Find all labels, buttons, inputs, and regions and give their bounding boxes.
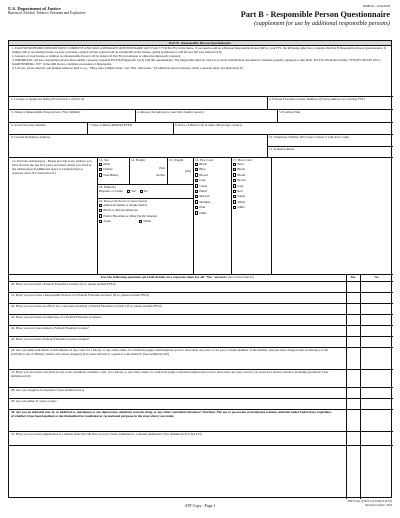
checkbox[interactable] [233, 200, 236, 203]
question-text: 26. Are you under indictment or information in any court for a felony, or any other crime, for which the judge could imprison you for more than one year, or are you a current member of the military who has been charged with violation(s) of the Uniform Code of Military Justice and whose charge(s) have been referred to a general court-martial? (See definition #10) [11, 347, 329, 356]
question-row [9, 387, 393, 398]
field-note: (Check one or more boxes) [111, 199, 147, 203]
field-label: 2. Federal Firearms License Number [269, 97, 318, 101]
questions-header-text: For the following questions give full details on a separate sheet for all "Yes" answers [101, 275, 227, 279]
place-of-birth-field[interactable] [173, 122, 393, 134]
race-option[interactable]: Black or African American [99, 208, 191, 213]
field-label: 1. License or Applicant Name [11, 97, 51, 101]
question-row [9, 431, 393, 445]
field-label: 15. Weight [169, 158, 184, 162]
checkbox[interactable] [195, 173, 198, 176]
responsible-person-name-field[interactable] [9, 109, 135, 122]
field-label: 11. E-mail Address [269, 147, 295, 151]
eye-option[interactable]: Brown [195, 173, 229, 178]
agency-name: U.S. Department of Justice [8, 6, 61, 11]
page-footer: ATF Copy - Page 1 [184, 503, 216, 508]
hair-option[interactable]: Other [233, 205, 269, 210]
race-option[interactable]: American Indian or Alaska Native [99, 203, 191, 208]
sex-option-female[interactable]: Female [99, 167, 127, 172]
field-label: 6. Social Security Number [11, 123, 46, 127]
yes-label: Yes [131, 189, 136, 193]
question-text: 31. Have you ever been adjudicated as a mental defective OR have you ever been committed to a mental institution? (See definitions #12 and #13) [11, 431, 202, 436]
no-column-header: No [374, 275, 379, 279]
yes-column-header: Yes [350, 275, 356, 279]
instruction-item: 1. EACH RESPONSIBLE PERSON MUST COMPLETE AND SIGN A SEPARATE QUESTIONNAIRE (ATF Form 7/7CR Part B). In the future, if you need to add an additional Responsible Person (RP) to your FFL, the RP being added may complete this Part B Responsible Person Questionnaire. If adding a RP to an existing license, be sure to include a signed written request from an existing RP on the license, giving permission to add the new RP. (see instruction 8) [12, 46, 386, 54]
question-row [9, 281, 393, 292]
checkbox[interactable] [99, 209, 102, 212]
question-text: 28. Are you a fugitive from justice? (See definition #11) [11, 387, 84, 392]
checkbox[interactable] [99, 220, 102, 223]
field-label: 18. Ethnicity [99, 185, 117, 189]
instruction-item: 2. Issuance of your license or addition as a Responsible Person will be delayed if Part B is incomplete or otherwise improperly prepared. [12, 54, 182, 58]
revision-date: Revised October 2020 [365, 502, 392, 507]
checkbox[interactable] [99, 214, 102, 217]
eye-option[interactable]: Pink [195, 205, 229, 210]
residence-address-field[interactable] [9, 134, 267, 157]
telephone-field[interactable] [267, 134, 393, 146]
eye-option[interactable]: Blue [195, 167, 229, 172]
question-text: 24. Have you ever been denied a Federal Firearms License? [11, 325, 89, 330]
section-title: Part B - Responsible Person Questionnaire [9, 41, 391, 46]
checkbox[interactable] [233, 206, 236, 209]
race-option[interactable]: Native Hawaiian or Other Pacific Islander [99, 214, 191, 219]
sex-option-male[interactable]: Male [99, 162, 127, 167]
question-text: 29. Are you under 21 years of age? [11, 398, 57, 403]
instructions-block [12, 47, 388, 71]
field-label: 12. Previous Address(es) - Please provide every address you have lived in the last five years and dates which you lived at the address(es) [12, 159, 92, 171]
checkbox[interactable] [233, 173, 236, 176]
questionnaire-form [8, 40, 392, 498]
field-note: (Last, First, Middle) [53, 110, 81, 114]
form-subtitle: (supplement for use by additional responsible persons) [254, 20, 390, 27]
hair-option[interactable]: Red [233, 189, 269, 194]
field-note: (From block 2 of Part A) [51, 97, 84, 101]
checkbox[interactable] [233, 190, 236, 193]
lbs-label: (lbs) [184, 169, 191, 173]
hair-option[interactable]: Gray [233, 184, 269, 189]
instruction-item: 4. List true, given, married, and maiden names in Item 4, e.g., "Mary Alice (Smith) Jones," not "Mrs. John Jones." (if additional space is needed, attach a separate sheet. See instruction 8.) [12, 66, 244, 71]
checkbox[interactable] [195, 179, 198, 182]
checkbox[interactable] [233, 163, 236, 166]
inches-label: Inches [156, 173, 165, 177]
question-row [9, 409, 393, 431]
field-label: 7. Date of Birth [89, 123, 110, 127]
question-row [9, 398, 393, 409]
ssn-field[interactable] [9, 122, 87, 134]
field-note: (Include given, married, maiden names) [150, 110, 204, 114]
checkbox[interactable] [195, 190, 198, 193]
question-text: 27. Have you ever been convicted in any court, including a military court, for a felony, or any other crime, for which the judge could have imprisoned you for more than one year, even if you received a shorter sentence including probation? (See definition #10) [11, 369, 329, 378]
ethnicity-label: Hispanic or Latino [99, 189, 123, 193]
hair-option[interactable]: Sandy [233, 194, 269, 199]
field-label: 9. Current Residence Address [11, 135, 51, 139]
checkbox[interactable] [233, 184, 236, 187]
checkbox[interactable] [99, 163, 102, 166]
eye-option[interactable]: Gray [195, 178, 229, 183]
field-note: (Personal Contact # with Area Code) [300, 135, 350, 139]
field-label: 16. Eye Color [195, 158, 214, 162]
question-text: 25. Have you ever had a Federal Firearms License revoked? [11, 336, 90, 341]
race-field [97, 198, 193, 274]
hair-option[interactable]: Blond [233, 173, 269, 178]
checkbox[interactable] [99, 168, 102, 171]
checkbox[interactable] [233, 179, 236, 182]
ethnicity-no-checkbox[interactable] [140, 190, 143, 193]
field-note: (MM/DD/YYYY) [110, 123, 133, 127]
omb-number: OMB No. 1140-0018 [362, 4, 390, 8]
field-label: 14. Height [131, 158, 145, 162]
race-option[interactable]: Asian White [99, 219, 191, 224]
ffl-number-field[interactable] [267, 96, 393, 109]
position-title-field[interactable] [277, 109, 393, 122]
question-row [9, 314, 393, 325]
checkbox[interactable] [233, 195, 236, 198]
agency-header [8, 6, 86, 16]
no-label: No [143, 189, 148, 193]
field-label: 17. Hair Color [233, 158, 253, 162]
ethnicity-yes-checkbox[interactable] [127, 190, 130, 193]
checkbox[interactable] [99, 173, 102, 176]
eye-color-field [193, 157, 231, 274]
previous-addresses-field[interactable] [9, 157, 97, 274]
hair-option[interactable]: Bald [233, 162, 269, 167]
checkbox[interactable] [195, 195, 198, 198]
form-number: ATF Form 7(5310.12)/7CR(5310.16) [347, 499, 392, 503]
sex-field [97, 157, 129, 184]
field-label: 4. Aliases [137, 110, 150, 114]
checkbox[interactable] [233, 168, 236, 171]
field-label: 19. Race [99, 199, 111, 203]
field-label: 3. Name of Responsible Person [11, 110, 53, 114]
question-row [9, 336, 393, 347]
checkbox[interactable] [195, 211, 198, 214]
field-label: 8. Place of Birth [175, 123, 197, 127]
license-name-field[interactable] [9, 96, 267, 109]
eye-option[interactable]: Green [195, 184, 229, 189]
field-note: (If additional space is needed attach a separate sheet See instruction 8.) [12, 167, 84, 175]
aliases-field[interactable] [135, 109, 277, 122]
questions-header-note: (see instruction 8.) [227, 275, 254, 279]
hair-color-field [231, 157, 271, 274]
question-row [9, 347, 393, 369]
hair-option[interactable]: Black [233, 167, 269, 172]
height-field[interactable] [129, 157, 167, 184]
field-label: 10. Telephone Number [269, 135, 300, 139]
hair-option[interactable]: White [233, 200, 269, 205]
checkbox[interactable] [195, 200, 198, 203]
eye-option[interactable]: Black [195, 162, 229, 167]
email-field[interactable] [267, 146, 393, 157]
checkbox[interactable] [99, 204, 102, 207]
field-note: (City & State OR foreign country) [197, 123, 243, 127]
bureau-name: Bureau of Alcohol, Tobacco, Firearms and Explosives [8, 11, 86, 15]
instruction-item: 3. IMPORTANT: All new responsible persons must submit a properly prepared FD-258 (Fingerprint Card) with this questionnaire. The fingerprints must be clear for accurate classification and taken by someone properly equipped to take them. The FD-258 should include "WVATF1100 ATF-FFLC, MARTINSBURG, WV" in the ORI block to facilitate processing of fingerprints. [12, 58, 382, 66]
eye-option[interactable]: Maroon [195, 194, 229, 199]
hair-option[interactable]: Brown [233, 178, 269, 183]
form-revision [347, 500, 392, 507]
question-row [9, 325, 393, 336]
question-row [9, 292, 393, 303]
checkbox[interactable] [195, 206, 198, 209]
question-row [9, 303, 393, 314]
eye-option[interactable]: Hazel [195, 189, 229, 194]
eye-option[interactable]: Other [195, 211, 229, 216]
sex-option-non-binary[interactable]: Non-Binary [99, 173, 127, 178]
question-row [9, 369, 393, 387]
questions-header [9, 274, 346, 281]
eye-option[interactable]: Multiple [195, 200, 229, 205]
field-note: (If being added to an existing FFL) [318, 97, 365, 101]
question-text: 22. Have you ever been an officer in a corporation holding a Federal Firearms License? (If so, please include FFL#) [11, 303, 162, 308]
checkbox[interactable] [139, 220, 142, 223]
feet-label: Feet [159, 166, 165, 170]
form-title: Part B - Responsible Person Questionnaire [240, 10, 390, 19]
checkbox[interactable] [195, 168, 198, 171]
checkbox[interactable] [195, 163, 198, 166]
field-label: 5. Position/Title [279, 110, 301, 114]
field-label: 13. Sex [99, 158, 109, 162]
weight-field[interactable] [167, 157, 193, 184]
checkbox[interactable] [195, 184, 198, 187]
question-text: 30. Are you an unlawful user of, or addicted to, marijuana or any depressant, stimulant, narcotic drug, or any other controlled substance? Warning: The use or possession of marijuana remains unlawful under Federal law regardless of whether it has been legalized or decriminalized for medicinal or recreational purposes in the state where you reside. [11, 409, 332, 418]
question-text: 21. Have you ever been a Responsible Person on a Federal Firearms License? (If so, please include FFL#) [11, 292, 149, 297]
question-text: 20. Have you ever held a Federal Firearms License? (if so, please include FFL#) [11, 281, 116, 286]
ethnicity-field [97, 184, 193, 198]
date-of-birth-field[interactable] [87, 122, 173, 134]
question-text: 23. Have you ever been an employee of a Federal Firearms Licensee? [11, 314, 102, 319]
